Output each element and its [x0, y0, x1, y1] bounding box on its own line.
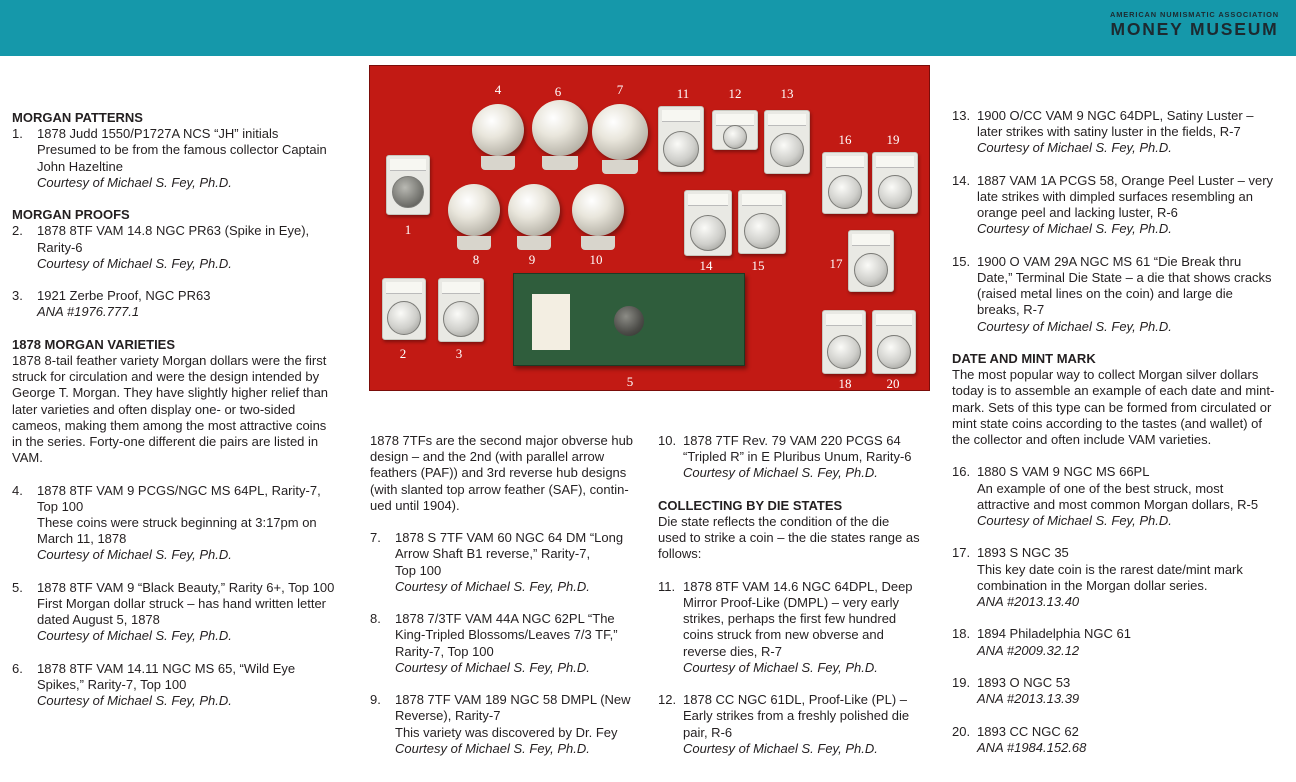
- item-courtesy: ANA #2013.13.39: [977, 691, 1080, 707]
- photo-label-5: 5: [626, 374, 634, 389]
- item-line: attractive and most common Morgan dollars, R-5: [977, 496, 1259, 512]
- item-number: 6.: [12, 660, 23, 676]
- item-line: 1878 8TF VAM 9 PCGS/NGC MS 64PL, Rarity-7,: [37, 482, 321, 498]
- item-number: 16.: [952, 464, 971, 480]
- item-number: 12.: [658, 692, 677, 708]
- paragraph-line: 1878 7TFs are the second major obverse hub: [370, 433, 634, 448]
- item-line: orange peel and lacking luster, R-6: [977, 205, 1178, 221]
- paragraph-line: (with slanted top arrow feather (SAF), contin-: [370, 481, 629, 497]
- item-line: 1878 7TF VAM 189 NGC 58 DMPL (New: [395, 692, 631, 708]
- item-courtesy: Courtesy of Michael S. Fey, Ph.D.: [977, 513, 1172, 529]
- item-courtesy: Courtesy of Michael S. Fey, Ph.D.: [977, 318, 1172, 334]
- item-line: John Hazeltine: [37, 158, 123, 174]
- item-number: 18.: [952, 626, 971, 642]
- photo-label-18: 18: [838, 376, 852, 391]
- item-line: Reverse), Rarity-7: [395, 708, 501, 724]
- coin-slab: [872, 310, 916, 374]
- paragraph-line: struck for circulation and were the design intended by: [12, 369, 320, 385]
- paragraph-line: 1878 8-tail feather variety Morgan dollars were the first: [12, 353, 327, 368]
- coin-slab: [822, 152, 868, 214]
- column-3: [658, 433, 938, 757]
- item-courtesy: Courtesy of Michael S. Fey, Ph.D.: [37, 174, 232, 190]
- photo-label-8: 8: [472, 252, 480, 267]
- photo-label-10: 10: [589, 252, 603, 267]
- paragraph-line: VAM.: [12, 450, 43, 466]
- item-line: “Tripled R” in E Pluribus Unum, Rarity-6: [683, 449, 912, 465]
- item-line: 1878 8TF VAM 9 “Black Beauty,” Rarity 6+, Top 100: [37, 579, 335, 595]
- list-item: [952, 724, 1292, 756]
- item-line: coins struck from new obverse and: [683, 627, 884, 643]
- item-number: 5.: [12, 579, 23, 595]
- item-number: 19.: [952, 675, 971, 690]
- item-line: 1900 O VAM 29A NGC MS 61 “Die Break thru: [977, 253, 1242, 269]
- paragraph-line: cameos, making them among the most attractive coins: [12, 417, 327, 433]
- list-item: [952, 173, 1292, 238]
- item-line: 1878 7/3TF VAM 44A NGC 62PL “The: [395, 611, 615, 627]
- item-number: 1.: [12, 126, 23, 142]
- item-line: strikes, perhaps the first few hundred: [683, 611, 897, 627]
- coin-slab: [382, 278, 426, 340]
- item-courtesy: Courtesy of Michael S. Fey, Ph.D.: [395, 659, 590, 675]
- item-line: This key date coin is the rarest date/mint mark: [977, 561, 1243, 577]
- header-bar: [0, 0, 1296, 56]
- paragraph-line: ued until 1904).: [370, 497, 460, 513]
- list-item: [952, 545, 1292, 610]
- list-item: [12, 580, 357, 645]
- item-courtesy: Courtesy of Michael S. Fey, Ph.D.: [395, 578, 590, 594]
- brand-title: MONEY MUSEUM: [1110, 19, 1279, 39]
- coin-capsule: [448, 184, 500, 236]
- item-line: 1900 O/CC VAM 9 NGC 64DPL, Satiny Luster –: [977, 108, 1254, 123]
- coin-slab: [822, 310, 866, 374]
- paragraph-line: George T. Morgan. They have slightly higher relief than: [12, 385, 329, 401]
- item-line: reverse dies, R-7: [683, 643, 782, 659]
- item-number: 13.: [952, 108, 971, 123]
- item-line: First Morgan dollar struck – has hand written letter: [37, 596, 327, 612]
- photo-label-12: 12: [728, 86, 742, 101]
- item-courtesy: ANA #2013.13.40: [977, 594, 1080, 610]
- item-line: later strikes with satiny luster in the fields, R-7: [977, 124, 1241, 140]
- item-courtesy: ANA #2009.32.12: [977, 642, 1080, 658]
- section-paragraph: [370, 433, 645, 514]
- list-item: [370, 611, 645, 676]
- item-number: 17.: [952, 545, 971, 561]
- photo-label-19: 19: [886, 132, 900, 147]
- paragraph-line: design – and the 2nd (with parallel arrow: [370, 449, 605, 465]
- item-line: King-Tripled Blossoms/Leaves 7/3 TF,”: [395, 627, 618, 643]
- paragraph-line: follows:: [658, 546, 702, 562]
- black-beauty-display: [513, 273, 745, 366]
- photo-label-20: 20: [886, 376, 900, 391]
- list-item: [12, 483, 357, 564]
- exhibit-photo: [369, 65, 930, 391]
- museum-logo: [1110, 10, 1279, 39]
- photo-label-14: 14: [699, 258, 713, 273]
- item-line: An example of one of the best struck, most: [977, 480, 1224, 496]
- item-line: 1878 8TF VAM 14.11 NGC MS 65, “Wild Eye: [37, 660, 296, 676]
- item-line: 1893 S NGC 35: [977, 545, 1069, 561]
- section-heading: MORGAN PATTERNS: [12, 110, 143, 125]
- paragraph-line: later varieties and often display one- or two-sided: [12, 401, 296, 417]
- section-heading: MORGAN PROOFS: [12, 207, 130, 223]
- item-line: March 11, 1878: [37, 531, 127, 547]
- item-courtesy: Courtesy of Michael S. Fey, Ph.D.: [37, 693, 232, 709]
- section-paragraph: [12, 353, 357, 466]
- item-line: Date,” Terminal Die State – a die that shows cracks: [977, 270, 1272, 285]
- item-line: Mirror Proof-Like (DMPL) – very early: [683, 595, 899, 610]
- list-item: [952, 108, 1292, 157]
- item-courtesy: ANA #1976.777.1: [37, 304, 140, 320]
- list-item: [12, 126, 357, 191]
- item-line: (raised metal lines on the coin) and large die: [977, 286, 1233, 302]
- item-line: pair, R-6: [683, 724, 733, 740]
- coin-slab: [872, 152, 918, 214]
- photo-label-6: 6: [554, 84, 562, 99]
- photo-label-11: 11: [676, 86, 690, 101]
- column-2: [370, 433, 645, 757]
- item-line: 1894 Philadelphia NGC 61: [977, 626, 1131, 642]
- item-number: 9.: [370, 692, 381, 708]
- item-number: 2.: [12, 223, 23, 239]
- list-item: [12, 223, 357, 272]
- column-1: [12, 110, 357, 709]
- list-item: [952, 254, 1292, 335]
- list-item: [952, 464, 1292, 529]
- photo-label-4: 4: [494, 82, 502, 97]
- item-courtesy: Courtesy of Michael S. Fey, Ph.D.: [683, 465, 878, 481]
- column-4: [952, 108, 1292, 756]
- photo-label-13: 13: [780, 86, 794, 101]
- black-beauty-coin: [614, 306, 644, 336]
- item-number: 10.: [658, 433, 677, 448]
- list-item: [12, 661, 357, 710]
- item-courtesy: Courtesy of Michael S. Fey, Ph.D.: [37, 628, 232, 644]
- coin-slab: [712, 110, 758, 150]
- brand-small-text: AMERICAN NUMISMATIC ASSOCIATION: [1110, 10, 1279, 19]
- item-line: Arrow Shaft B1 reverse,” Rarity-7,: [395, 546, 591, 562]
- section-paragraph: [658, 514, 938, 563]
- list-item: [12, 288, 357, 320]
- item-line: Rarity-6: [37, 239, 83, 255]
- list-item: [952, 626, 1292, 658]
- item-line: 1878 Judd 1550/P1727A NCS “JH” initials: [37, 126, 279, 142]
- item-number: 20.: [952, 723, 971, 739]
- photo-label-7: 7: [616, 82, 624, 97]
- item-line: Early strikes from a freshly polished die: [683, 708, 910, 724]
- photo-label-3: 3: [455, 346, 463, 361]
- paragraph-line: mint state coins according to the tastes (and wallet) of: [952, 415, 1262, 431]
- item-courtesy: ANA #1984.152.68: [977, 739, 1087, 755]
- list-item: [658, 692, 938, 757]
- item-line: 1893 CC NGC 62: [977, 723, 1079, 739]
- section-heading: DATE AND MINT MARK: [952, 351, 1096, 366]
- coin-slab: [848, 230, 894, 292]
- item-courtesy: Courtesy of Michael S. Fey, Ph.D.: [37, 255, 232, 271]
- item-line: combination in the Morgan dollar series.: [977, 577, 1208, 593]
- item-courtesy: Courtesy of Michael S. Fey, Ph.D.: [977, 221, 1172, 237]
- coin-slab: [658, 106, 704, 172]
- item-number: 15.: [952, 253, 971, 269]
- paragraph-line: mark. Sets of this type can be formed from circulated or: [952, 399, 1272, 415]
- photo-label-2: 2: [399, 346, 407, 361]
- item-line: 1880 S VAM 9 NGC MS 66PL: [977, 464, 1150, 480]
- item-line: 1887 VAM 1A PCGS 58, Orange Peel Luster – very: [977, 172, 1274, 188]
- item-line: 1893 O NGC 53: [977, 675, 1071, 690]
- photo-label-17: 17: [829, 256, 843, 271]
- item-line: 1878 8TF VAM 14.6 NGC 64DPL, Deep: [683, 578, 913, 594]
- item-line: 1878 7TF Rev. 79 VAM 220 PCGS 64: [683, 433, 901, 448]
- item-line: Spikes,” Rarity-7, Top 100: [37, 677, 187, 693]
- paragraph-line: The most popular way to collect Morgan silver dollars: [952, 367, 1259, 383]
- item-number: 11.: [658, 578, 676, 594]
- item-line: 1878 CC NGC 61DL, Proof-Like (PL) –: [683, 692, 907, 708]
- item-line: late strikes with dimpled surfaces resembling an: [977, 189, 1254, 204]
- item-line: This variety was discovered by Dr. Fey: [395, 724, 618, 740]
- paragraph-line: used to strike a coin – the die states range as: [658, 530, 920, 546]
- paragraph-line: the collector and often include VAM varieties.: [952, 432, 1212, 448]
- coin-capsule: [508, 184, 560, 236]
- item-line: Top 100: [37, 498, 84, 514]
- item-courtesy: Courtesy of Michael S. Fey, Ph.D.: [977, 140, 1172, 156]
- item-number: 8.: [370, 611, 381, 627]
- list-item: [370, 692, 645, 757]
- photo-label-16: 16: [838, 132, 852, 147]
- coin-capsule: [572, 184, 624, 236]
- item-line: 1921 Zerbe Proof, NGC PR63: [37, 288, 211, 304]
- paragraph-line: Die state reflects the condition of the die: [658, 514, 890, 529]
- item-courtesy: Courtesy of Michael S. Fey, Ph.D.: [395, 740, 590, 756]
- paragraph-line: today is to assemble an example of each date and mint-: [952, 383, 1275, 399]
- item-courtesy: Courtesy of Michael S. Fey, Ph.D.: [37, 547, 232, 563]
- list-item: [658, 579, 938, 676]
- item-number: 3.: [12, 288, 23, 304]
- section-heading: COLLECTING BY DIE STATES: [658, 497, 843, 513]
- item-line: Rarity-7, Top 100: [395, 643, 494, 659]
- paragraph-line: in the series. Forty-one different die pairs are listed in: [12, 434, 319, 450]
- item-line: These coins were struck beginning at 3:17pm on: [37, 515, 317, 531]
- item-line: 1878 S 7TF VAM 60 NGC 64 DM “Long: [395, 530, 624, 546]
- photo-label-15: 15: [751, 258, 765, 273]
- list-item: [370, 530, 645, 595]
- coin-capsule: [592, 104, 648, 160]
- item-courtesy: Courtesy of Michael S. Fey, Ph.D.: [683, 659, 878, 675]
- coin-capsule: [532, 100, 588, 156]
- paragraph-line: feathers (PAF)) and 3rd reverse hub designs: [370, 465, 627, 481]
- photo-label-9: 9: [528, 252, 536, 267]
- item-line: dated August 5, 1878: [37, 612, 160, 628]
- list-item: [952, 675, 1292, 707]
- item-line: breaks, R-7: [977, 302, 1045, 318]
- coin-capsule: [472, 104, 524, 156]
- section-paragraph: [952, 367, 1292, 448]
- item-line: Presumed to be from the famous collector Captain: [37, 142, 327, 158]
- photo-label-1: 1: [404, 222, 412, 237]
- item-courtesy: Courtesy of Michael S. Fey, Ph.D.: [683, 740, 878, 756]
- coin-slab: [386, 155, 430, 215]
- section-heading: 1878 MORGAN VARIETIES: [12, 336, 176, 352]
- list-item: [658, 433, 938, 482]
- coin-slab: [738, 190, 786, 254]
- coin-slab: [438, 278, 484, 342]
- item-number: 14.: [952, 172, 971, 188]
- handwritten-letter: [532, 294, 570, 350]
- coin-slab: [764, 110, 810, 174]
- coin-slab: [684, 190, 732, 256]
- item-line: 1878 8TF VAM 14.8 NGC PR63 (Spike in Eye),: [37, 223, 310, 239]
- item-line: Top 100: [395, 562, 442, 578]
- item-number: 4.: [12, 482, 23, 498]
- item-number: 7.: [370, 530, 381, 546]
